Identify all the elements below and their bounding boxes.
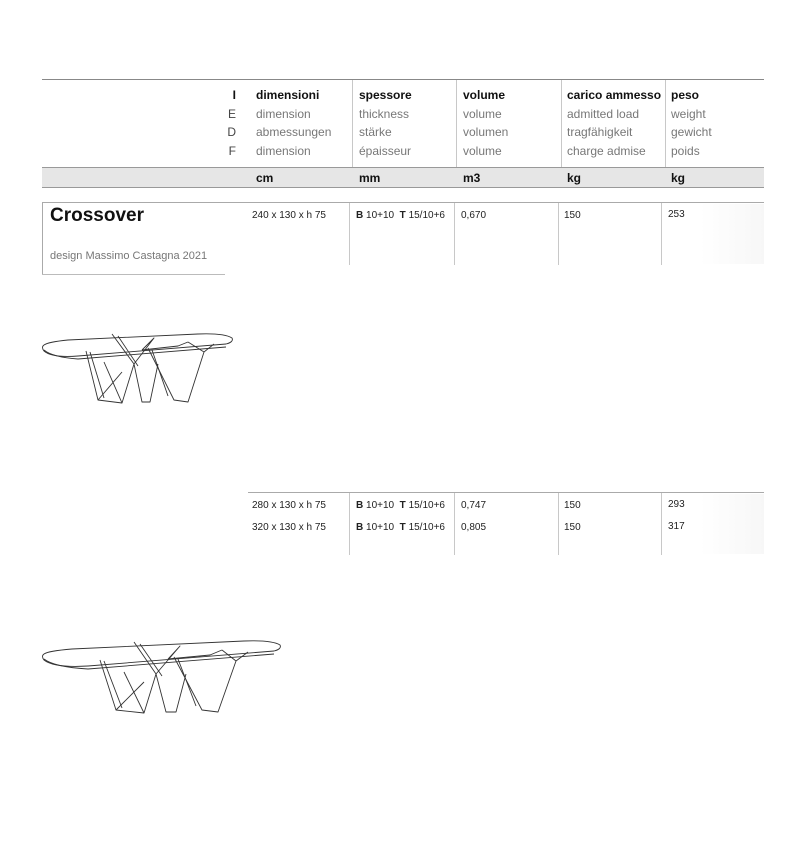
unit-load: kg: [567, 171, 582, 185]
g1-row1-thickness: [356, 210, 445, 221]
col-volume-it: volume: [463, 88, 506, 102]
col-load-de: tragfähigkeit: [567, 125, 633, 139]
table-drawing-small: [38, 328, 238, 408]
col-load-en: admitted load: [567, 107, 640, 121]
col-load-it: carico ammesso: [567, 88, 662, 102]
header-top-rule: [42, 79, 764, 80]
thickness-t-value: 15/10+6: [408, 210, 445, 221]
lang-french: F: [228, 144, 236, 158]
g1-row1-load: 150: [564, 210, 581, 221]
thickness-t-value: 15/10+6: [408, 522, 445, 533]
g2-row2-dimensions: 320 x 130 x h 75: [252, 522, 326, 533]
g2-weight-shade: [700, 494, 764, 554]
thickness-b-value: 10+10: [366, 500, 395, 511]
thickness-b-value: 10+10: [366, 522, 395, 533]
product-box-left: [42, 202, 43, 275]
product-design: design Massimo Castagna 2021: [50, 250, 208, 262]
col-load-fr: charge admise: [567, 144, 646, 158]
col-dimensions-fr: dimension: [256, 144, 311, 158]
g2-row1-thickness: [356, 500, 445, 511]
thickness-t-label: T: [399, 522, 406, 533]
g1-row1-volume: 0,670: [461, 210, 487, 221]
g2-row2-weight: 317: [668, 521, 685, 532]
col-dimensions-it: dimensioni: [256, 88, 320, 102]
col-dimensions-de: abmessungen: [256, 125, 332, 139]
col-volume-en: volume: [463, 107, 502, 121]
thickness-b-label: B: [356, 522, 364, 533]
thickness-b-label: B: [356, 210, 364, 221]
header-divider-1: [352, 80, 353, 167]
thickness-t-label: T: [399, 500, 406, 511]
g1-divider-2: [454, 203, 455, 265]
header-divider-3: [561, 80, 562, 167]
g2-divider-2: [454, 493, 455, 555]
product-rule-bottom: [42, 274, 225, 275]
g2-row1-load: 150: [564, 500, 581, 511]
g2-divider-1: [349, 493, 350, 555]
col-weight-en: weight: [671, 107, 706, 121]
lang-italian: I: [232, 88, 236, 102]
thickness-b-label: B: [356, 500, 364, 511]
g2-rule-top: [248, 492, 764, 493]
g2-row2-load: 150: [564, 522, 581, 533]
col-weight-fr: poids: [671, 144, 700, 158]
unit-volume: m3: [463, 171, 481, 185]
header-divider-4: [665, 80, 666, 167]
g2-divider-3: [558, 493, 559, 555]
g2-row1-dimensions: 280 x 130 x h 75: [252, 500, 326, 511]
col-volume-de: volumen: [463, 125, 509, 139]
g1-row1-dimensions: 240 x 130 x h 75: [252, 210, 326, 221]
g1-divider-3: [558, 203, 559, 265]
col-weight-it: peso: [671, 88, 700, 102]
table-drawing-large: [38, 634, 284, 718]
lang-german: D: [227, 125, 236, 139]
thickness-t-value: 15/10+6: [408, 500, 445, 511]
thickness-b-value: 10+10: [366, 210, 395, 221]
thickness-t-label: T: [399, 210, 406, 221]
g2-row2-volume: 0,805: [461, 522, 487, 533]
g2-divider-4: [661, 493, 662, 555]
g1-weight-shade: [700, 204, 764, 264]
g2-row1-weight: 293: [668, 499, 685, 510]
units-bar: [42, 167, 764, 188]
unit-weight: kg: [671, 171, 686, 185]
g2-row1-volume: 0,747: [461, 500, 487, 511]
g1-divider-4: [661, 203, 662, 265]
col-thickness-en: thickness: [359, 107, 410, 121]
col-dimensions-en: dimension: [256, 107, 311, 121]
col-thickness-fr: épaisseur: [359, 144, 412, 158]
lang-english: E: [227, 107, 236, 121]
product-rule-top: [42, 202, 764, 203]
header-divider-2: [456, 80, 457, 167]
unit-thickness: mm: [359, 171, 381, 185]
g2-row2-thickness: [356, 522, 445, 533]
col-weight-de: gewicht: [671, 125, 712, 139]
unit-dimensions: cm: [256, 171, 274, 185]
g1-divider-1: [349, 203, 350, 265]
g1-row1-weight: 253: [668, 209, 685, 220]
col-thickness-it: spessore: [359, 88, 412, 102]
col-thickness-de: stärke: [359, 125, 392, 139]
col-volume-fr: volume: [463, 144, 502, 158]
product-name: Crossover: [50, 205, 144, 226]
